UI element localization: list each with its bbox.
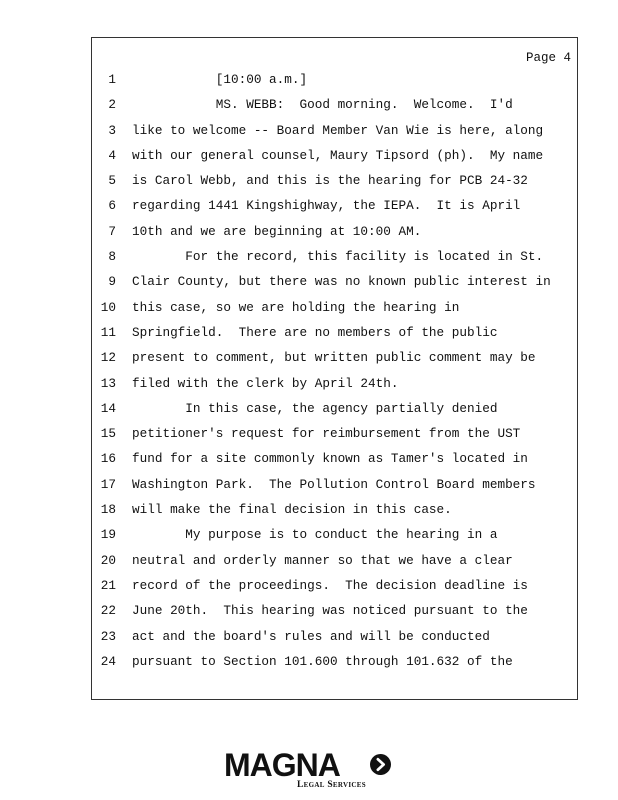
magna-logo [224,748,396,793]
line-number: 24 [100,653,116,669]
line-text: like to welcome -- Board Member Van Wie is here, along [132,122,544,138]
transcript-line [92,224,577,249]
line-text: is Carol Webb, and this is the hearing for PCB 24-32 [132,173,528,189]
transcript-line [92,426,577,451]
line-number: 23 [100,628,116,644]
line-text: My purpose is to conduct the hearing in a [132,527,498,543]
transcript-line [92,325,577,350]
transcript-line [92,198,577,223]
line-number: 14 [100,400,116,416]
chevron-right-circle-icon [370,754,391,775]
line-text: MS. WEBB: Good morning. Welcome. I'd [132,97,513,113]
line-text: Clair County, but there was no known public interest in [132,274,551,290]
transcript-line [92,123,577,148]
line-text: June 20th. This hearing was noticed pursuant to the [132,603,528,619]
line-number: 4 [108,147,116,163]
transcript-line [92,578,577,603]
line-text: Washington Park. The Pollution Control Board members [132,476,536,492]
line-number: 6 [108,198,116,214]
line-number: 2 [108,97,116,113]
line-text: record of the proceedings. The decision deadline is [132,577,528,593]
line-number: 7 [108,223,116,239]
line-text: [10:00 a.m.] [132,72,308,87]
line-text: petitioner's request for reimbursement from the UST [132,426,521,442]
line-text: this case, so we are holding the hearing in [132,299,460,315]
transcript-line [92,376,577,401]
line-number: 15 [100,426,116,442]
transcript-line [92,477,577,502]
line-number: 17 [100,476,116,492]
line-text: fund for a site commonly known as Tamer's located in [132,451,528,467]
transcript-line [92,173,577,198]
line-number: 10 [100,299,116,315]
transcript-page [91,37,578,700]
line-number: 19 [100,527,116,543]
transcript-line [92,451,577,476]
line-text: present to comment, but written public comment may be [132,350,536,366]
transcript-line [92,274,577,299]
line-number: 22 [100,603,116,619]
transcript-line [92,148,577,173]
line-number: 5 [108,173,116,189]
line-number: 21 [100,577,116,593]
transcript-line [92,300,577,325]
transcript-line [92,249,577,274]
line-number: 9 [108,274,116,290]
transcript-line [92,401,577,426]
logo-wordmark: MAGNA [224,747,340,783]
page-number: Page 4 [525,51,571,65]
line-number: 18 [100,502,116,518]
line-number: 1 [108,72,116,87]
line-text: act and the board's rules and will be conducted [132,628,490,644]
line-text: regarding 1441 Kingshighway, the IEPA. It is April [132,198,521,214]
line-text: In this case, the agency partially denied [132,400,498,416]
line-number: 13 [100,375,116,391]
line-text: filed with the clerk by April 24th. [132,375,399,391]
line-text: neutral and orderly manner so that we have a clear [132,552,513,568]
transcript-line [92,527,577,552]
line-number: 16 [100,451,116,467]
line-text: 10th and we are beginning at 10:00 AM. [132,223,422,239]
transcript-line [92,350,577,375]
transcript-line [92,97,577,122]
line-number: 20 [100,552,116,568]
line-text: will make the final decision in this case. [132,502,452,518]
line-text: with our general counsel, Maury Tipsord (ph). My name [132,147,544,163]
transcript-lines [92,72,577,679]
transcript-line [92,502,577,527]
line-number: 3 [108,122,116,138]
line-text: pursuant to Section 101.600 through 101.632 of the [132,653,513,669]
transcript-line [92,629,577,654]
transcript-line [92,72,577,97]
transcript-line [92,553,577,578]
line-number: 8 [108,249,116,265]
transcript-line [92,603,577,628]
line-number: 12 [100,350,116,366]
line-text: For the record, this facility is located in St. [132,249,544,265]
transcript-line [92,654,577,679]
logo-subtitle: Legal Services [297,780,366,790]
line-text: Springfield. There are no members of the public [132,324,498,340]
line-number: 11 [100,324,116,340]
